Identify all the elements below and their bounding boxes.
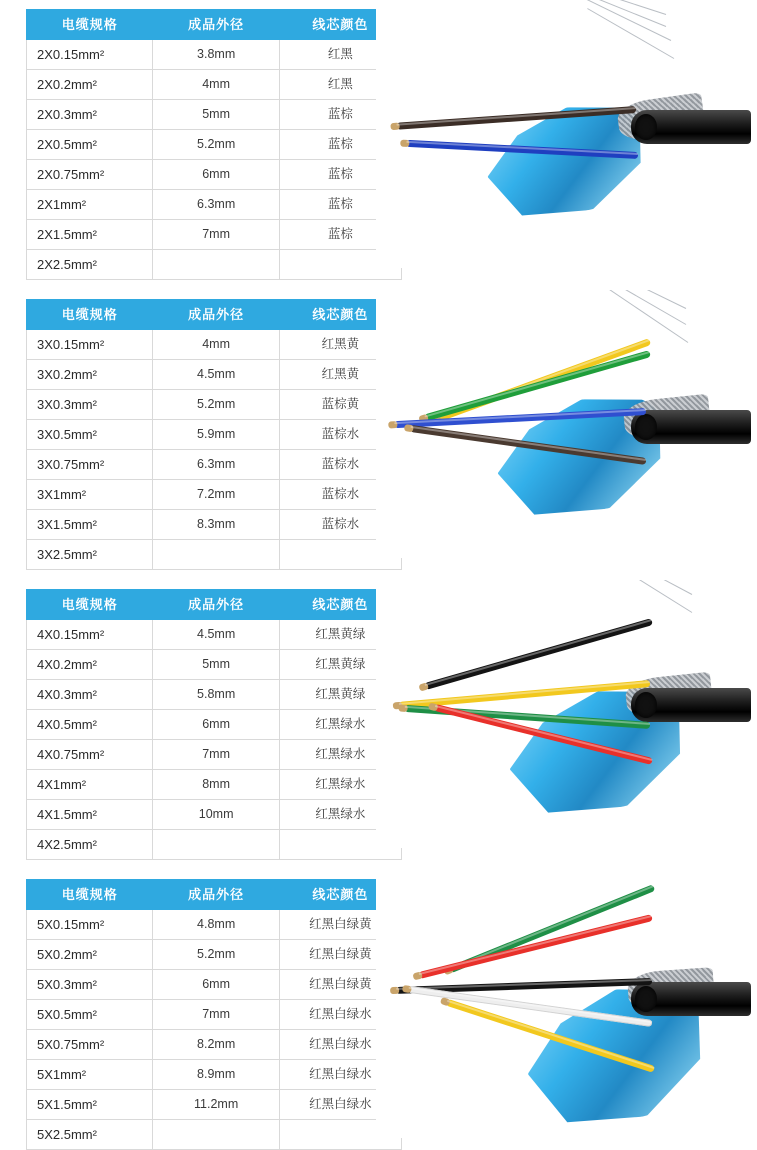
cell-color: 红黑黄绿: [279, 650, 401, 680]
cable-photo-4core: [376, 580, 757, 848]
table-row: [27, 360, 402, 390]
table-row: [27, 1030, 402, 1060]
cell-diameter: 5.9mm: [153, 420, 279, 450]
column-header-diameter: 成品外径: [153, 10, 279, 40]
table-row: [27, 740, 402, 770]
braid-wisp: [545, 0, 666, 27]
column-header-spec: 电缆规格: [27, 10, 153, 40]
cell-diameter: 3.8mm: [153, 40, 279, 70]
cell-color: 红黑黄绿: [279, 620, 401, 650]
cell-diameter: 4.8mm: [153, 910, 279, 940]
braid-wisp: [587, 8, 674, 59]
cell-color: 红黑绿水: [279, 740, 401, 770]
cell-diameter: 6mm: [153, 160, 279, 190]
braid-wisp: [586, 580, 692, 595]
cell-spec: 5X0.15mm²: [27, 910, 153, 940]
cell-spec: 4X0.5mm²: [27, 710, 153, 740]
core-wire: [424, 618, 653, 690]
cable-panel-4core: [0, 580, 757, 852]
braid-wisp: [533, 0, 666, 15]
table-row: [27, 770, 402, 800]
cable-photo-3core: [376, 290, 757, 558]
cell-spec: 4X1mm²: [27, 770, 153, 800]
cell-color: 红黑黄绿: [279, 680, 401, 710]
table-row: [27, 390, 402, 420]
table-row: [27, 910, 402, 940]
wire-tip: [404, 424, 414, 432]
table-row: [27, 450, 402, 480]
cell-color: 蓝棕水: [279, 420, 401, 450]
cell-diameter: 7mm: [153, 220, 279, 250]
wire-tip: [402, 985, 412, 993]
table-row: [27, 250, 402, 280]
cable-photo-2core: [376, 0, 757, 268]
cable-jacket: [631, 110, 751, 144]
cable-panel-5core: [0, 870, 757, 1142]
cell-diameter: [153, 250, 279, 280]
wire-tip: [418, 682, 429, 691]
table-header-row: [27, 590, 402, 620]
table-row: [27, 220, 402, 250]
cable-jacket: [631, 688, 751, 722]
cell-diameter: [153, 830, 279, 860]
cell-spec: 2X0.15mm²: [27, 40, 153, 70]
table-row: [27, 70, 402, 100]
cell-spec: 5X0.5mm²: [27, 1000, 153, 1030]
cell-spec: 5X1.5mm²: [27, 1090, 153, 1120]
cell-spec: 2X0.5mm²: [27, 130, 153, 160]
cell-spec: 2X0.75mm²: [27, 160, 153, 190]
cell-diameter: 5.2mm: [153, 130, 279, 160]
cell-spec: 4X0.15mm²: [27, 620, 153, 650]
cell-diameter: [153, 540, 279, 570]
table-row: [27, 970, 402, 1000]
cable-jacket: [631, 982, 751, 1016]
cell-diameter: 10mm: [153, 800, 279, 830]
cell-color: 红黑白绿黄: [279, 970, 401, 1000]
cell-color: 红黑绿水: [279, 710, 401, 740]
table-row: [27, 1060, 402, 1090]
cable-jacket: [631, 410, 751, 444]
table-row: [27, 940, 402, 970]
cell-diameter: 5mm: [153, 100, 279, 130]
cell-diameter: 5.2mm: [153, 940, 279, 970]
column-header-core-color: 线芯颜色: [279, 10, 401, 40]
table-row: [27, 1000, 402, 1030]
cell-color: 红黑白绿水: [279, 1090, 401, 1120]
cell-diameter: 5.8mm: [153, 680, 279, 710]
cell-color: 红黑白绿黄: [279, 940, 401, 970]
cell-diameter: 6.3mm: [153, 190, 279, 220]
column-header-spec: 电缆规格: [27, 590, 153, 620]
cell-color: 蓝棕水: [279, 510, 401, 540]
wire-tip: [412, 971, 422, 980]
cell-color: 红黑: [279, 40, 401, 70]
cable-panel-3core: [0, 290, 757, 562]
cell-spec: 3X0.15mm²: [27, 330, 153, 360]
cell-diameter: 7mm: [153, 1000, 279, 1030]
table-row: [27, 40, 402, 70]
cell-diameter: 11.2mm: [153, 1090, 279, 1120]
cell-color: 蓝棕: [279, 220, 401, 250]
cell-spec: 3X2.5mm²: [27, 540, 153, 570]
core-wire: [418, 914, 653, 979]
spec-table-4core: [26, 589, 402, 860]
table-row: [27, 710, 402, 740]
cell-diameter: 5.2mm: [153, 390, 279, 420]
cell-color: 蓝棕: [279, 130, 401, 160]
column-header-diameter: 成品外径: [153, 590, 279, 620]
cell-color: 蓝棕水: [279, 480, 401, 510]
table-row: [27, 480, 402, 510]
cell-diameter: 5mm: [153, 650, 279, 680]
table-header-row: [27, 880, 402, 910]
cell-diameter: 8.9mm: [153, 1060, 279, 1090]
cable-panel-2core: [0, 0, 757, 272]
cell-diameter: 4mm: [153, 70, 279, 100]
cell-spec: 5X1mm²: [27, 1060, 153, 1090]
table-row: [27, 650, 402, 680]
table-row: [27, 1090, 402, 1120]
table-row: [27, 100, 402, 130]
spec-table-5core: [26, 879, 402, 1150]
cell-spec: 4X0.3mm²: [27, 680, 153, 710]
cell-spec: 2X1.5mm²: [27, 220, 153, 250]
cell-spec: 4X0.75mm²: [27, 740, 153, 770]
cell-spec: 3X0.5mm²: [27, 420, 153, 450]
wire-tip: [390, 123, 399, 131]
cell-diameter: 8mm: [153, 770, 279, 800]
cell-diameter: 7.2mm: [153, 480, 279, 510]
table-header-row: [27, 300, 402, 330]
braid-wisp: [598, 580, 692, 613]
cell-diameter: 4mm: [153, 330, 279, 360]
cell-color: 蓝棕: [279, 100, 401, 130]
cell-diameter: 4.5mm: [153, 620, 279, 650]
wire-tip: [388, 421, 397, 428]
spec-table-3core: [26, 299, 402, 570]
cell-spec: 3X0.2mm²: [27, 360, 153, 390]
table-row: [27, 510, 402, 540]
cell-color: 红黑: [279, 70, 401, 100]
cell-spec: 5X0.3mm²: [27, 970, 153, 1000]
column-header-core-color: 线芯颜色: [279, 590, 401, 620]
cell-spec: 3X1.5mm²: [27, 510, 153, 540]
cell-color: 蓝棕: [279, 160, 401, 190]
cell-color: 红黑白绿水: [279, 1000, 401, 1030]
wire-tip: [398, 704, 407, 712]
cell-diameter: 8.2mm: [153, 1030, 279, 1060]
table-row: [27, 160, 402, 190]
cell-spec: 5X0.75mm²: [27, 1030, 153, 1060]
cell-color: 蓝棕黄: [279, 390, 401, 420]
cell-diameter: 6.3mm: [153, 450, 279, 480]
table-row: [27, 420, 402, 450]
cell-spec: 2X1mm²: [27, 190, 153, 220]
cell-spec: 4X1.5mm²: [27, 800, 153, 830]
table-row: [27, 830, 402, 860]
braid-wisp: [605, 290, 688, 343]
cell-spec: 3X1mm²: [27, 480, 153, 510]
column-header-diameter: 成品外径: [153, 880, 279, 910]
cell-diameter: 6mm: [153, 970, 279, 1000]
cell-spec: 2X2.5mm²: [27, 250, 153, 280]
cell-spec: 2X0.3mm²: [27, 100, 153, 130]
cell-diameter: 8.3mm: [153, 510, 279, 540]
cell-diameter: 7mm: [153, 740, 279, 770]
column-header-core-color: 线芯颜色: [279, 300, 401, 330]
table-row: [27, 190, 402, 220]
cell-color: 红黑黄: [279, 330, 401, 360]
cell-spec: 5X2.5mm²: [27, 1120, 153, 1150]
spec-table-2core: [26, 9, 402, 280]
table-row: [27, 680, 402, 710]
table-row: [27, 1120, 402, 1150]
cell-color: 红黑白绿水: [279, 1060, 401, 1090]
wire-tip: [390, 987, 399, 994]
column-header-core-color: 线芯颜色: [279, 880, 401, 910]
table-header-row: [27, 10, 402, 40]
cell-color: 红黑白绿黄: [279, 910, 401, 940]
cell-color: 红黑绿水: [279, 770, 401, 800]
table-row: [27, 620, 402, 650]
cell-color: 红黑白绿水: [279, 1030, 401, 1060]
table-row: [27, 800, 402, 830]
column-header-diameter: 成品外径: [153, 300, 279, 330]
table-row: [27, 540, 402, 570]
cell-spec: 3X0.3mm²: [27, 390, 153, 420]
cell-color: 蓝棕水: [279, 450, 401, 480]
cell-spec: 5X0.2mm²: [27, 940, 153, 970]
cell-spec: 3X0.75mm²: [27, 450, 153, 480]
cell-diameter: 6mm: [153, 710, 279, 740]
column-header-spec: 电缆规格: [27, 300, 153, 330]
cell-diameter: [153, 1120, 279, 1150]
table-row: [27, 330, 402, 360]
cell-diameter: 4.5mm: [153, 360, 279, 390]
cell-spec: 4X2.5mm²: [27, 830, 153, 860]
column-header-spec: 电缆规格: [27, 880, 153, 910]
cell-color: 红黑黄: [279, 360, 401, 390]
cell-spec: 4X0.2mm²: [27, 650, 153, 680]
cell-color: 红黑绿水: [279, 800, 401, 830]
table-row: [27, 130, 402, 160]
cell-color: 蓝棕: [279, 190, 401, 220]
cable-photo-5core: [376, 870, 757, 1138]
wire-tip: [400, 140, 409, 147]
cell-spec: 2X0.2mm²: [27, 70, 153, 100]
